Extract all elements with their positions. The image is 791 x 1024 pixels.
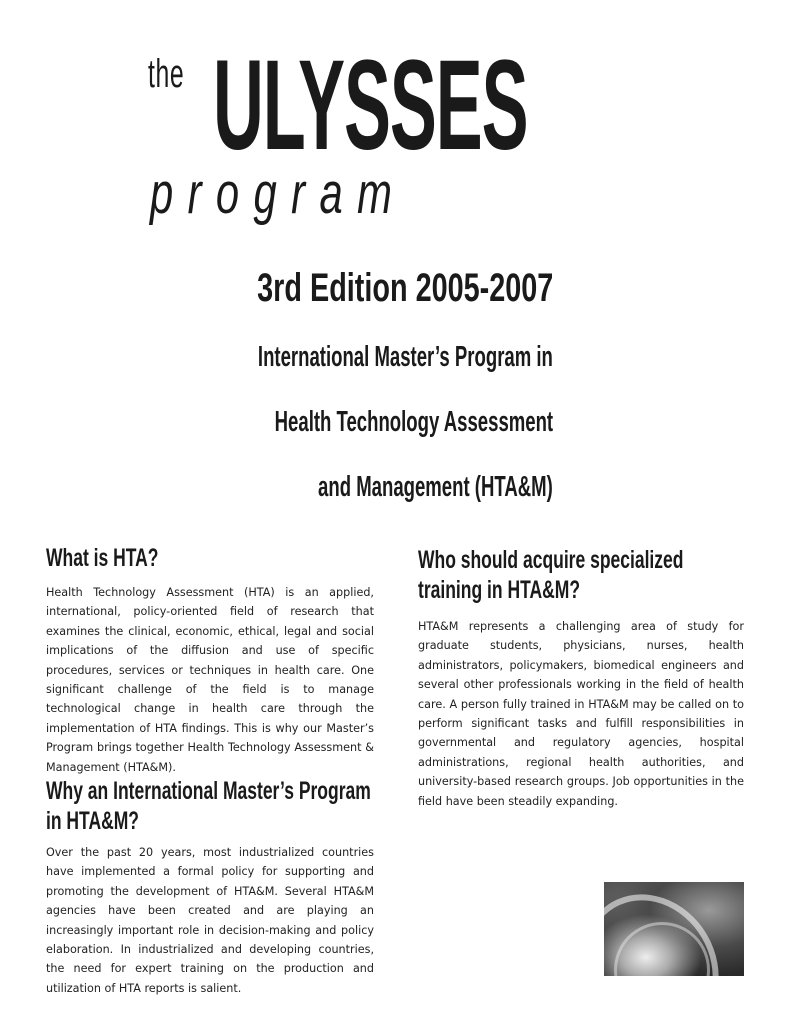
subtitle-line-2: Health Technology Assessment — [274, 406, 553, 438]
section-why-program — [46, 776, 374, 998]
brand-program: program — [150, 161, 407, 226]
edition-title: 3rd Edition 2005-2007 — [256, 266, 553, 310]
brand-name: ULYSSES — [213, 34, 528, 177]
decorative-photo — [604, 882, 744, 976]
brand-the: the — [148, 52, 185, 96]
subtitle-line-3: and Management (HTA&M) — [318, 471, 553, 503]
section-body: Health Technology Assessment (HTA) is an applied, international, policy-oriented field of research that examines the clinical, economic, ethical, legal and social implications of the diffusion and use of specific procedures, services or techniques in health care. One significant challenge of the field is to manage technological change in health care through the implementation of HTA findings. This is why our Master’s Program brings together Health Technology Assessment & Management (HTA&M). — [46, 586, 374, 774]
section-what-is-hta — [46, 543, 374, 777]
section-who-should — [418, 545, 744, 811]
section-body: Over the past 20 years, most industrialized countries have implemented a formal policy for supporting and promoting the development of HTA&M. Several HTA&M agencies have been created and are playing an increasingly important role in decision-making and policy elaboration. In industrialized and developing countries, the need for expert training on the production and utilization of HTA reports is salient. — [46, 846, 374, 995]
subtitle-line-1: International Master’s Program in — [258, 341, 553, 373]
section-heading: Who should acquire specialized training in HTA&M? — [418, 546, 684, 604]
section-heading: Why an International Master’s Program in HTA&M? — [46, 777, 371, 835]
section-body: HTA&M represents a challenging area of study for graduate students, physicians, nurses, health administrators, policymakers, biomedical engineers and several other professionals working in the field of health care. A person fully trained in HTA&M may be called on to perform significant tasks and fulfill responsibilities in governmental and regulatory agencies, hospital administrations, regional health authorities, and university-based research groups. Job opportunities in the field have been steadily expanding. — [418, 620, 744, 808]
section-heading: What is HTA? — [46, 544, 159, 572]
